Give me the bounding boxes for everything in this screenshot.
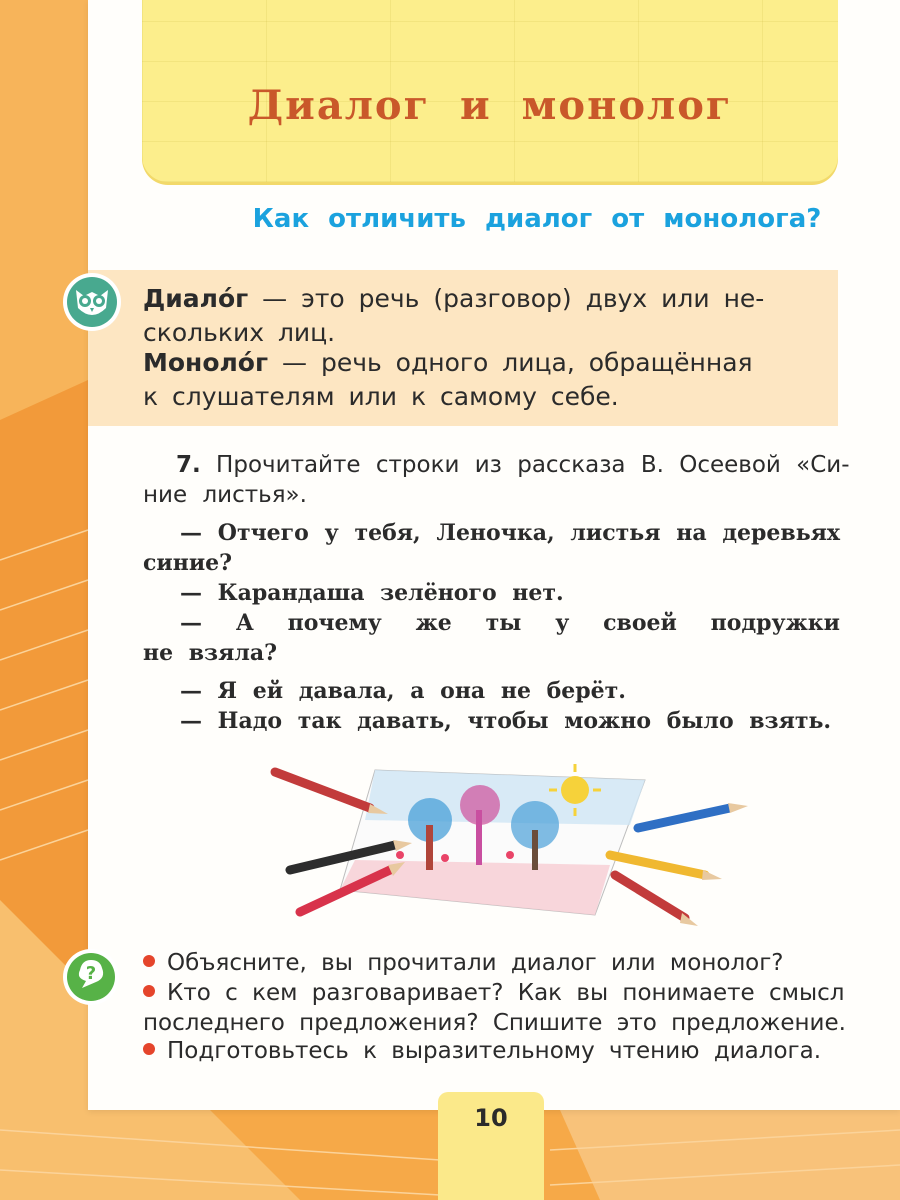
dialogue-line: — А почему же ты у своей подружки xyxy=(180,610,840,636)
question-item-continuation: последнего предложения? Спишите это предложение. xyxy=(143,1010,846,1036)
term-dialog: Диало́г xyxy=(143,284,249,313)
task-instruction-line2: ние листья». xyxy=(143,482,307,508)
dialogue-line: — Надо так давать, чтобы можно было взять. xyxy=(180,708,832,734)
dialogue-line: не взяла? xyxy=(143,640,277,666)
page-number: 10 xyxy=(474,1104,508,1132)
dialogue-line: — Карандаша зелёного нет. xyxy=(180,580,564,606)
definition-monolog-line2: к слушателям или к самому себе. xyxy=(143,382,619,411)
dialogue-line: синие? xyxy=(143,550,233,576)
task-number: 7. xyxy=(176,452,201,478)
bullet-icon xyxy=(143,1043,155,1055)
bullet-icon xyxy=(143,985,155,997)
question-item: Объясните, вы прочитали диалог или монолог? xyxy=(143,950,784,976)
question-icon xyxy=(62,948,120,1006)
drawing-with-pencils xyxy=(260,750,760,930)
bullet-icon xyxy=(143,955,155,967)
definition-monolog-line1: Моноло́г — речь одного лица, обращённая xyxy=(143,348,753,377)
owl-icon xyxy=(62,272,122,332)
definition-dialog-line1: Диало́г — это речь (разговор) двух или не- xyxy=(143,284,765,313)
svg-text:?: ? xyxy=(85,963,97,984)
section-question: Как отличить диалог от монолога? xyxy=(252,204,822,234)
question-item: Подготовьтесь к выразительному чтению диалога. xyxy=(143,1038,821,1064)
term-monolog: Моноло́г xyxy=(143,348,269,377)
page-title: Диалог и монолог xyxy=(247,82,733,129)
task-instruction-line1: 7. Прочитайте строки из рассказа В. Осеевой «Си- xyxy=(176,452,850,478)
dialogue-line: — Я ей давала, а она не берёт. xyxy=(180,678,626,704)
question-item: Кто с кем разговаривает? Как вы понимаете смысл xyxy=(143,980,844,1006)
dialogue-line: — Отчего у тебя, Леночка, листья на деревьях xyxy=(180,520,840,546)
definition-dialog-line2: скольких лиц. xyxy=(143,318,336,347)
